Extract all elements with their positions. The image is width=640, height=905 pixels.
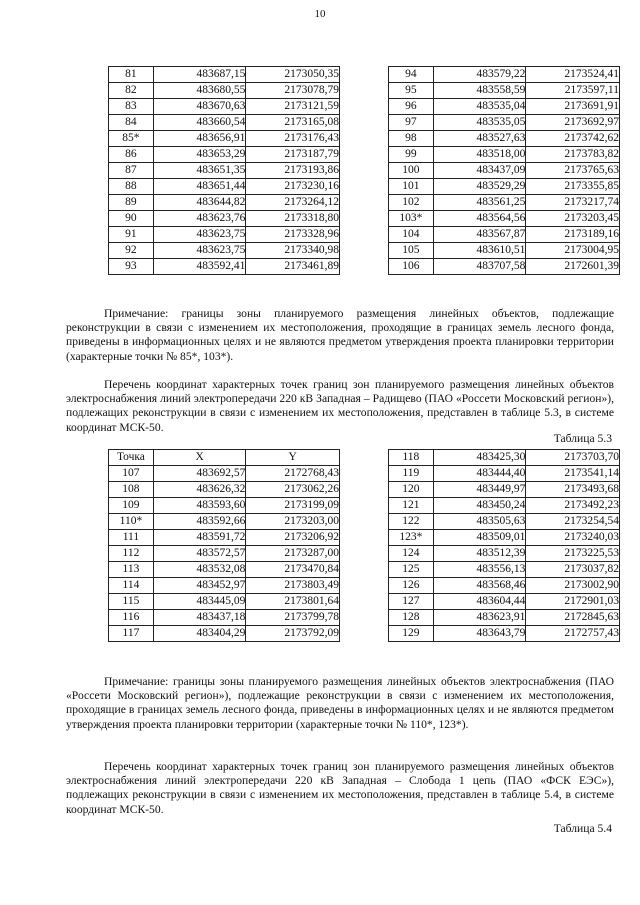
point-number: 98 [389,131,434,147]
x-coordinate: 483592,41 [153,259,246,275]
x-coordinate: 483626,32 [153,482,246,498]
x-coordinate: 483450,24 [433,498,526,514]
point-number: 124 [389,546,434,562]
table-row [109,498,340,514]
point-number: 101 [389,179,434,195]
y-coordinate: 2173203,45 [526,211,620,227]
x-coordinate: 483680,55 [153,83,246,99]
point-number: 106 [389,259,434,275]
x-coordinate: 483437,18 [153,610,246,626]
x-coordinate: 483404,29 [153,626,246,642]
x-coordinate: 483656,91 [153,131,246,147]
x-coordinate: 483425,30 [433,450,526,466]
point-number: 126 [389,578,434,594]
table-row [389,530,620,546]
x-coordinate: 483568,46 [433,578,526,594]
table-row [109,482,340,498]
y-coordinate: 2173193,86 [246,163,340,179]
point-number: 96 [389,99,434,115]
table-row [389,514,620,530]
y-coordinate: 2173799,78 [246,610,340,626]
table-row [389,482,620,498]
y-coordinate: 2172768,43 [246,466,340,482]
point-number: 82 [109,83,154,99]
x-coordinate: 483707,58 [433,259,526,275]
table-row [109,179,340,195]
y-coordinate: 2173765,63 [526,163,620,179]
x-coordinate: 483623,75 [153,243,246,259]
y-coordinate: 2173340,98 [246,243,340,259]
point-number: 92 [109,243,154,259]
table-row [109,259,340,275]
point-number: 128 [389,610,434,626]
paragraph-2 [66,760,614,817]
point-number: 87 [109,163,154,179]
table-row [389,67,620,83]
point-number: 117 [109,626,154,642]
page-number: 10 [314,8,326,20]
table-row [389,195,620,211]
y-coordinate: 2173225,53 [526,546,620,562]
column-header: Точка [109,450,154,466]
x-coordinate: 483592,66 [153,514,246,530]
x-coordinate: 483505,63 [433,514,526,530]
x-coordinate: 483623,91 [433,610,526,626]
table-row [109,67,340,83]
y-coordinate: 2173692,97 [526,115,620,131]
y-coordinate: 2173541,14 [526,466,620,482]
point-number: 113 [109,562,154,578]
paragraph-1 [66,378,614,435]
column-header: X [153,450,246,466]
y-coordinate: 2173801,64 [246,594,340,610]
point-number: 89 [109,195,154,211]
point-number: 115 [109,594,154,610]
table-row [389,83,620,99]
point-number: 95 [389,83,434,99]
point-number: 103* [389,211,434,227]
x-coordinate: 483449,97 [433,482,526,498]
y-coordinate: 2173187,79 [246,147,340,163]
y-coordinate: 2173165,08 [246,115,340,131]
x-coordinate: 483445,09 [153,594,246,610]
table-row [389,227,620,243]
point-number: 86 [109,147,154,163]
x-coordinate: 483670,63 [153,99,246,115]
x-coordinate: 483610,51 [433,243,526,259]
x-coordinate: 483535,05 [433,115,526,131]
table-row [109,466,340,482]
x-coordinate: 483529,29 [433,179,526,195]
y-coordinate: 2173078,79 [246,83,340,99]
point-number: 91 [109,227,154,243]
y-coordinate: 2173461,89 [246,259,340,275]
point-number: 84 [109,115,154,131]
y-coordinate: 2172757,43 [526,626,620,642]
y-coordinate: 2173176,43 [246,131,340,147]
table-row [389,131,620,147]
y-coordinate: 2173492,23 [526,498,620,514]
paragraph-1-text: Перечень координат характерных точек границ зон планируемого размещения линейных объектов электроснабжения линий электропередачи 220 кВ Западная – Радищево (ПАО «Россети Московский регион»), подлежащих реконструкции в связи с изменением их местоположения, представлен в таблице 5.3, в системе координат МСК-50. [66,378,614,434]
note-2 [66,675,614,732]
y-coordinate: 2173264,12 [246,195,340,211]
x-coordinate: 483623,75 [153,227,246,243]
x-coordinate: 483593,60 [153,498,246,514]
table-row [109,578,340,594]
table-row [389,562,620,578]
x-coordinate: 483623,76 [153,211,246,227]
x-coordinate: 483572,57 [153,546,246,562]
note-2-text: Примечание: границы зоны планируемого размещения линейных объектов электроснабжения (ПАО «Россети Московский регион»), подлежащие реконструкции в связи с изменением их местоположения, проходящие в границах земель лесного фонда, приведены в информационных целях и не являются предметом утверждения проекта планировки территории (характерные точки № 110*, 123*). [66,675,614,731]
point-number: 88 [109,179,154,195]
table-header-row [109,450,340,466]
x-coordinate: 483591,72 [153,530,246,546]
table-row [389,115,620,131]
point-number: 120 [389,482,434,498]
y-coordinate: 2173203,00 [246,514,340,530]
x-coordinate: 483651,44 [153,179,246,195]
coords-table-a-right [388,66,620,275]
y-coordinate: 2173691,91 [526,99,620,115]
point-number: 85* [109,131,154,147]
table-row [109,626,340,642]
point-number: 93 [109,259,154,275]
note-1 [66,307,614,364]
x-coordinate: 483518,00 [433,147,526,163]
y-coordinate: 2173703,70 [526,450,620,466]
table-row [109,147,340,163]
y-coordinate: 2173783,82 [526,147,620,163]
table-row [109,211,340,227]
table-row [389,450,620,466]
table-row [389,594,620,610]
y-coordinate: 2173037,82 [526,562,620,578]
table-row [109,243,340,259]
x-coordinate: 483644,82 [153,195,246,211]
column-header: Y [246,450,340,466]
point-number: 116 [109,610,154,626]
y-coordinate: 2173792,09 [246,626,340,642]
point-number: 129 [389,626,434,642]
table-row [109,99,340,115]
table-row [389,546,620,562]
y-coordinate: 2172901,03 [526,594,620,610]
x-coordinate: 483535,04 [433,99,526,115]
table-row [109,514,340,530]
table-row [109,163,340,179]
table-row [109,530,340,546]
y-coordinate: 2173121,59 [246,99,340,115]
x-coordinate: 483532,08 [153,562,246,578]
x-coordinate: 483687,15 [153,67,246,83]
table-row [109,115,340,131]
coords-table-b-left [108,449,340,642]
table-row [389,626,620,642]
y-coordinate: 2173050,35 [246,67,340,83]
table-row [109,546,340,562]
x-coordinate: 483579,22 [433,67,526,83]
y-coordinate: 2173217,74 [526,195,620,211]
table-row [109,562,340,578]
x-coordinate: 483437,09 [433,163,526,179]
y-coordinate: 2173199,09 [246,498,340,514]
y-coordinate: 2173240,03 [526,530,620,546]
y-coordinate: 2173597,11 [526,83,620,99]
table-5-3-caption: Таблица 5.3 [553,432,612,445]
x-coordinate: 483653,29 [153,147,246,163]
y-coordinate: 2173803,49 [246,578,340,594]
point-number: 114 [109,578,154,594]
y-coordinate: 2173493,68 [526,482,620,498]
x-coordinate: 483651,35 [153,163,246,179]
point-number: 97 [389,115,434,131]
point-number: 94 [389,67,434,83]
x-coordinate: 483556,13 [433,562,526,578]
table-row [109,610,340,626]
y-coordinate: 2172601,39 [526,259,620,275]
point-number: 119 [389,466,434,482]
point-number: 100 [389,163,434,179]
table-row [389,578,620,594]
point-number: 102 [389,195,434,211]
table-row [109,131,340,147]
point-number: 90 [109,211,154,227]
point-number: 83 [109,99,154,115]
point-number: 121 [389,498,434,514]
point-number: 118 [389,450,434,466]
x-coordinate: 483567,87 [433,227,526,243]
x-coordinate: 483512,39 [433,546,526,562]
table-row [109,227,340,243]
x-coordinate: 483692,57 [153,466,246,482]
y-coordinate: 2173742,62 [526,131,620,147]
point-number: 110* [109,514,154,530]
table-row [389,147,620,163]
table-row [389,99,620,115]
y-coordinate: 2173318,80 [246,211,340,227]
point-number: 108 [109,482,154,498]
point-number: 99 [389,147,434,163]
y-coordinate: 2173328,96 [246,227,340,243]
table-row [389,466,620,482]
point-number: 123* [389,530,434,546]
table-row [389,243,620,259]
y-coordinate: 2173189,16 [526,227,620,243]
paragraph-2-text: Перечень координат характерных точек границ зон планируемого размещения линейных объектов электроснабжения линий электропередачи 220 кВ Западная – Слобода 1 цепь (ПАО «ФСК ЕЭС»), подлежащих реконструкции в связи с изменением их местоположения, представлен в таблице 5.4, в системе координат МСК-50. [66,760,614,816]
point-number: 111 [109,530,154,546]
x-coordinate: 483604,44 [433,594,526,610]
y-coordinate: 2173287,00 [246,546,340,562]
coords-table-b-right [388,449,620,642]
x-coordinate: 483444,40 [433,466,526,482]
table-row [109,83,340,99]
y-coordinate: 2173470,84 [246,562,340,578]
y-coordinate: 2173062,26 [246,482,340,498]
y-coordinate: 2173004,95 [526,243,620,259]
table-row [389,498,620,514]
y-coordinate: 2172845,63 [526,610,620,626]
point-number: 81 [109,67,154,83]
table-row [389,211,620,227]
point-number: 105 [389,243,434,259]
point-number: 122 [389,514,434,530]
y-coordinate: 2173355,85 [526,179,620,195]
note-1-text: Примечание: границы зоны планируемого размещения линейных объектов, подлежащие реконструкции в связи с изменением их местоположения, проходящие в границах земель лесного фонда, приведены в информационных целях и не являются предметом утверждения проекта планировки территории (характерные точки № 85*, 103*). [66,307,614,363]
point-number: 109 [109,498,154,514]
x-coordinate: 483643,79 [433,626,526,642]
x-coordinate: 483558,59 [433,83,526,99]
x-coordinate: 483564,56 [433,211,526,227]
x-coordinate: 483509,01 [433,530,526,546]
y-coordinate: 2173230,16 [246,179,340,195]
point-number: 104 [389,227,434,243]
point-number: 127 [389,594,434,610]
table-row [389,163,620,179]
point-number: 112 [109,546,154,562]
y-coordinate: 2173002,90 [526,578,620,594]
y-coordinate: 2173206,92 [246,530,340,546]
table-row [389,610,620,626]
x-coordinate: 483561,25 [433,195,526,211]
point-number: 107 [109,466,154,482]
table-5-4-caption: Таблица 5.4 [553,822,612,835]
y-coordinate: 2173524,41 [526,67,620,83]
x-coordinate: 483660,54 [153,115,246,131]
table-row [109,594,340,610]
table-row [109,195,340,211]
table-row [389,259,620,275]
x-coordinate: 483452,97 [153,578,246,594]
coords-table-a-left [108,66,340,275]
x-coordinate: 483527,63 [433,131,526,147]
point-number: 125 [389,562,434,578]
table-row [389,179,620,195]
y-coordinate: 2173254,54 [526,514,620,530]
